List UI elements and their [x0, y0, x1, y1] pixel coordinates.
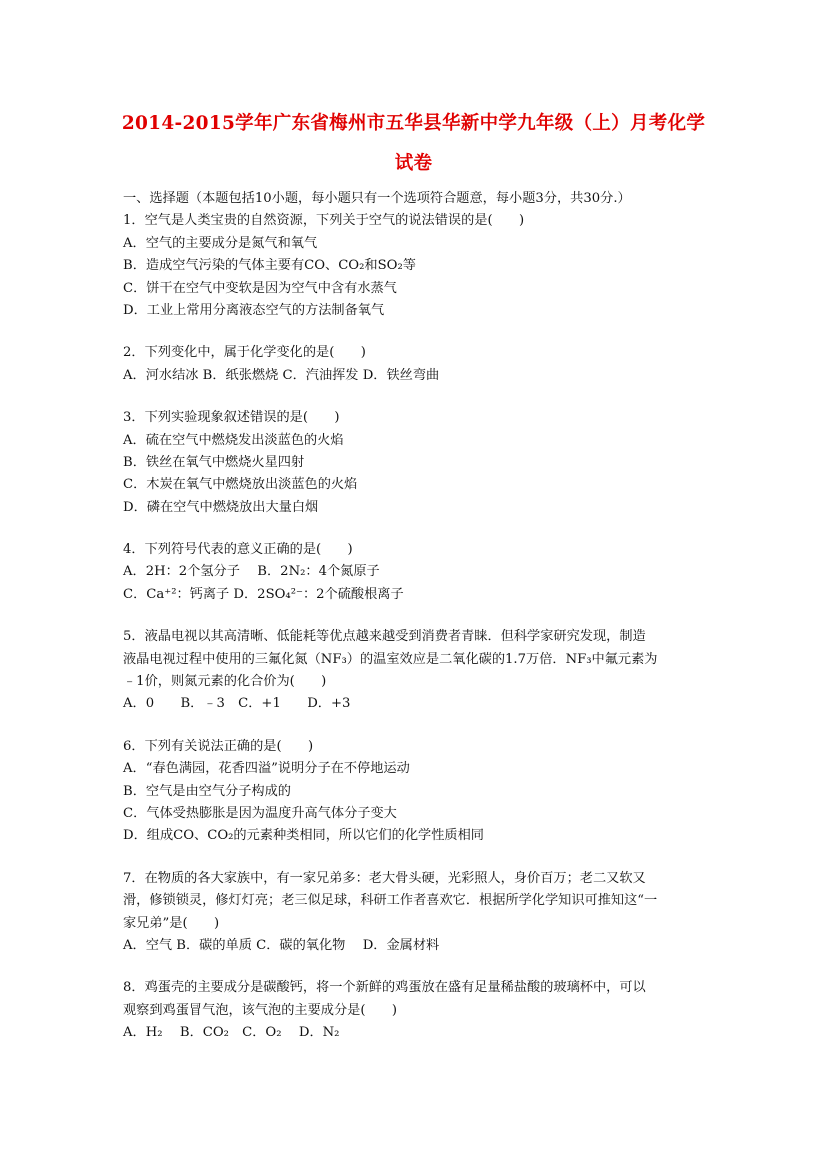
exam-content [123, 188, 713, 1045]
question-stem: 1．空气是人类宝贵的自然资源，下列关于空气的说法错误的是( ) [123, 213, 525, 229]
option-c: C．饼干在空气中变软是因为空气中含有水蒸气 [123, 280, 397, 296]
question-stem-line: 5．液晶电视以其高清晰、低能耗等优点越来越受到消费者青睐．但科学家研究发现，制造 [123, 629, 646, 645]
option-d: D．工业上常用分离液态空气的方法制备氧气 [123, 302, 385, 318]
question-stem-line: 7．在物质的各大家族中，有一家兄弟多：老大骨头硬，光彩照人，身价百万；老二又软又 [123, 870, 646, 886]
question-stem: 4．下列符号代表的意义正确的是( ) [123, 542, 353, 558]
option-a: A．空气的主要成分是氮气和氧气 [123, 235, 318, 251]
options-row: A．空气 B．碳的单质 C．碳的氧化物 D．金属材料 [123, 937, 440, 953]
option-b: B．空气是由空气分子构成的 [123, 783, 291, 799]
question-7 [123, 868, 713, 958]
question-3 [123, 407, 713, 519]
question-stem: 2．下列变化中，属于化学变化的是( ) [123, 345, 366, 361]
options-row: A．H₂ B．CO₂ C．O₂ D．N₂ [123, 1025, 340, 1041]
question-stem-line: 观察到鸡蛋冒气泡，该气泡的主要成分是( ) [123, 1002, 398, 1018]
question-stem-line: 滑，修锁锁灵，修灯灯亮；老三似足球，科研工作者喜欢它．根据所学化学知识可推知这“一 [123, 893, 658, 909]
option-b: B．铁丝在氧气中燃烧火星四射 [123, 454, 305, 470]
question-stem: 3．下列实验现象叙述错误的是( ) [123, 410, 340, 426]
option-c: C．木炭在氧气中燃烧放出淡蓝色的火焰 [123, 477, 358, 493]
option-d: D．磷在空气中燃烧放出大量白烟 [123, 499, 319, 515]
question-stem-line: 液晶电视过程中使用的三氟化氮（NF₃）的温室效应是二氧化碳的1.7万倍．NF₃中氟元素为 [123, 651, 658, 667]
options-row-cd: C．Ca⁺²：钙离子 D．2SO₄²⁻：2个硫酸根离子 [123, 586, 404, 602]
question-stem-line: 8．鸡蛋壳的主要成分是碳酸钙，将一个新鲜的鸡蛋放在盛有足量稀盐酸的玻璃杯中，可以 [123, 980, 646, 996]
question-4 [123, 539, 713, 606]
question-stem-line: 家兄弟”是( ) [123, 915, 220, 931]
question-stem-line: ﹣1价，则氮元素的化合价为( ) [123, 674, 327, 690]
option-b: B．造成空气污染的气体主要有CO、CO₂和SO₂等 [123, 258, 416, 274]
question-6 [123, 736, 713, 848]
question-2 [123, 342, 713, 387]
section-heading: 一、选择题（本题包括10小题，每小题只有一个选项符合题意，每小题3分，共30分.） [123, 191, 631, 206]
options-row: A．河水结冰 B．纸张燃烧 C．汽油挥发 D．铁丝弯曲 [123, 367, 440, 383]
option-a: A．硫在空气中燃烧发出淡蓝色的火焰 [123, 432, 344, 448]
options-row-ab: A．2H：2个氢分子 B．2N₂：4个氮原子 [123, 564, 380, 580]
question-8 [123, 977, 713, 1044]
exam-title-line1: 2014-2015学年广东省梅州市五华县华新中学九年级（上）月考化学 [121, 113, 706, 134]
option-c: C．气体受热膨胀是因为温度升高气体分子变大 [123, 805, 397, 821]
exam-title-line2: 试卷 [394, 153, 433, 174]
options-row: A．0 B．﹣3 C．+1 D．+3 [123, 696, 351, 712]
question-5 [123, 626, 713, 716]
question-stem: 6．下列有关说法正确的是( ) [123, 738, 314, 754]
option-d: D．组成CO、CO₂的元素种类相同，所以它们的化学性质相同 [123, 828, 484, 844]
option-a: A．“春色满园，花香四溢”说明分子在不停地运动 [123, 761, 410, 777]
question-1 [123, 210, 713, 322]
